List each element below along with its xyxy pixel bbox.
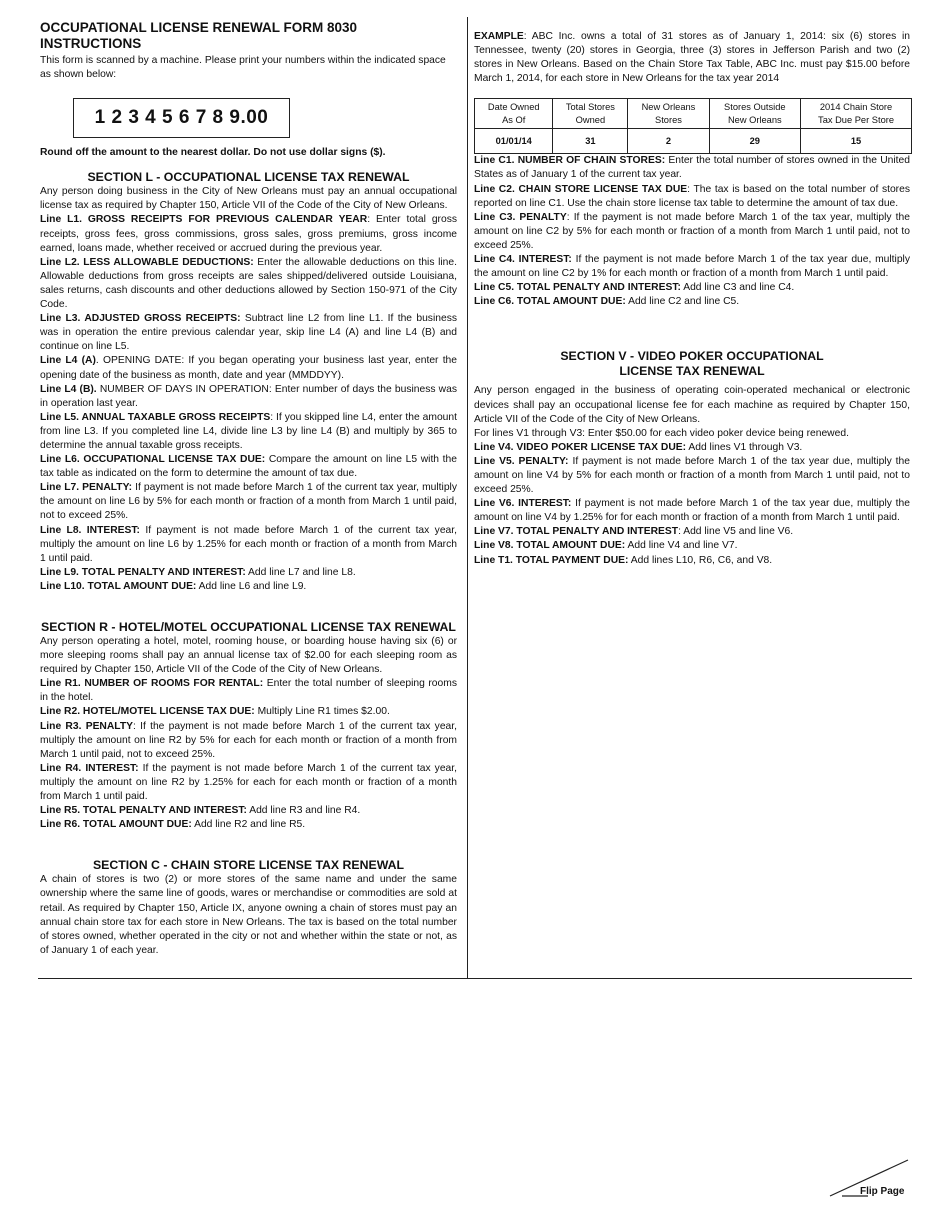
instruction-line — [40, 566, 457, 580]
instruction-line — [474, 525, 910, 539]
instruction-line — [474, 183, 910, 211]
table-cell: 31 — [553, 129, 628, 154]
instruction-line-label: Line L4 (A) — [40, 355, 96, 367]
instruction-line — [474, 281, 910, 295]
instruction-line — [474, 211, 910, 253]
instruction-line-text: Add line C3 and line C4. — [680, 282, 795, 294]
instruction-line-label: Line V7. TOTAL PENALTY AND INTEREST — [474, 526, 679, 538]
instruction-line-label: Line L10. TOTAL AMOUNT DUE: — [40, 580, 197, 592]
instruction-line-label: Line L8. INTEREST: — [40, 524, 140, 536]
instruction-line-text: : If the payment is not made before March 1 of the current tax year, multiply the amount on line R2 by 5% for each for each month or fraction of a month from March 1 until paid, not to exceed 25%. — [40, 720, 457, 760]
instruction-line-label: Line C1. NUMBER OF CHAIN STORES: — [474, 155, 666, 167]
table-cell: 01/01/14 — [475, 129, 553, 154]
instruction-line — [40, 383, 457, 411]
instruction-line-label: Line C2. CHAIN STORE LICENSE TAX DUE — [474, 183, 688, 195]
table-header: New Orleans Stores — [628, 99, 709, 129]
instruction-line — [40, 481, 457, 523]
instruction-line-text: If the payment is not made before March 1 of the tax year due, multiply the amount on line C2 by 1% for each month or fraction of a month from March 1 until paid. — [474, 254, 910, 280]
chain-store-example-table — [474, 98, 912, 154]
instruction-line-text: Add lines V1 through V3. — [686, 441, 803, 453]
instruction-line-text: Multiply Line R1 times $2.00. — [254, 706, 390, 718]
instruction-line-label: Line C6. TOTAL AMOUNT DUE: — [474, 296, 626, 308]
table-cell: 15 — [801, 129, 912, 154]
instruction-line-text: Enter the allowable deductions on this line. Allowable deductions from gross receipts are sales shipped/delivered outside Louisiana, sales returns, cash discounts and other deductions allowed by Section 150-971 of the City Code. — [40, 256, 457, 311]
instruction-line-text: . OPENING DATE: If you began operating your business last year, enter the opening date of the business as month, date and year (MMDDYY). — [40, 355, 458, 381]
instruction-line-text: : If the payment is not made before March 1 of the tax year, multiply the amount on line C2 by 5% for each month or fraction of a month from March 1 until paid, not to exceed 25%. — [474, 211, 911, 251]
example-label: EXAMPLE — [474, 31, 524, 42]
instruction-line-label: Line T1. TOTAL PAYMENT DUE: — [474, 554, 629, 566]
table-row — [475, 129, 912, 154]
instruction-line — [40, 705, 457, 719]
table-cell: 29 — [709, 129, 801, 154]
instruction-line-label: Line R4. INTEREST: — [40, 762, 139, 774]
instruction-line-label: Line L9. TOTAL PENALTY AND INTEREST: — [40, 566, 246, 578]
instruction-line-label: Line R5. TOTAL PENALTY AND INTEREST: — [40, 805, 247, 817]
instruction-line-label: Line L5. ANNUAL TAXABLE GROSS RECEIPTS — [40, 411, 271, 423]
instruction-line-label: Line C3. PENALTY — [474, 211, 567, 223]
instruction-line — [40, 762, 457, 804]
instruction-line-label: Line L2. LESS ALLOWABLE DEDUCTIONS: — [40, 256, 254, 268]
instruction-line — [474, 253, 910, 281]
instruction-line — [40, 354, 457, 382]
table-cell: 2 — [628, 129, 709, 154]
instruction-line-text: Add line C2 and line C5. — [625, 296, 740, 308]
instruction-line — [40, 720, 457, 762]
instruction-line-label: Line V6. INTEREST: — [474, 498, 572, 510]
section-c-heading: SECTION C - CHAIN STORE LICENSE TAX RENEWAL — [92, 858, 405, 873]
instruction-line-text: Enter the total number of stores owned in the United States as of January 1 of the current tax year. — [474, 155, 910, 181]
instruction-line-label: Line V4. VIDEO POKER LICENSE TAX DUE: — [474, 441, 687, 453]
table-header: Total Stores Owned — [553, 99, 628, 129]
instruction-line-label: Line L1. GROSS RECEIPTS FOR PREVIOUS CALENDAR YEAR — [40, 214, 368, 226]
instruction-line-text: Enter the total number of sleeping rooms in the hotel. — [40, 678, 457, 704]
instruction-line-text: : Enter total gross receipts, gross fees, gross commissions, gross sales, gross premiums, gross income earned, loans made, whether received or accrued during the previous year. — [40, 214, 458, 254]
section-v-intro: Any person engaged in the business of operating coin-operated mechanical or electronic devices shall pay an occupational license fee for each machine as required by Chapter 150, Article VII of the Code of the City of New Orleans. — [474, 385, 910, 425]
instruction-line-label: Line L7. PENALTY: — [40, 482, 133, 494]
instruction-line-label: Line C5. TOTAL PENALTY AND INTEREST: — [474, 282, 681, 294]
instruction-line-text: Add lines L10, R6, C6, and V8. — [628, 554, 773, 566]
instruction-line-label: Line L3. ADJUSTED GROSS RECEIPTS: — [40, 313, 241, 325]
instruction-line-label: Line R6. TOTAL AMOUNT DUE: — [40, 819, 192, 831]
instruction-line — [40, 213, 457, 255]
instruction-line — [40, 818, 457, 832]
instruction-line-text: NUMBER OF DAYS IN OPERATION: Enter number of days the business was in operation last year. — [40, 383, 457, 409]
section-r-lines — [40, 677, 457, 832]
instruction-line-text: Add line L6 and line L9. — [196, 580, 307, 592]
instruction-line — [474, 554, 910, 568]
instruction-line-text: If the payment is not made before March 1 of the current tax year, multiply the amount on line R2 by 1.25% for each for each month or fraction of a month from March 1 until paid. — [40, 762, 457, 803]
instruction-line — [474, 441, 910, 455]
section-l-heading: SECTION L - OCCUPATIONAL LICENSE TAX RENEWAL — [87, 170, 410, 185]
instruction-line-text: If payment is not made before March 1 of the current tax year, multiply the amount on line L6 by 5% for each month or fraction of a month from March 1 until paid, not to exceed 25%. — [40, 482, 457, 522]
instruction-line-text: If payment is not made before March 1 of the tax year due, multiply the amount on line V4 by 5% for each month or fraction of a month from March 1 until paid, not to exceed 25%. — [474, 455, 910, 496]
page-title: OCCUPATIONAL LICENSE RENEWAL FORM 8030 INSTRUCTIONS — [40, 20, 358, 51]
flip-page-link[interactable]: Flip Page — [860, 1186, 905, 1197]
table-header: Date Owned As Of — [475, 99, 553, 129]
section-r-heading: SECTION R - HOTEL/MOTEL OCCUPATIONAL LICENSE TAX RENEWAL — [41, 620, 456, 634]
section-v-note: For lines V1 through V3: Enter $50.00 for each video poker device being renewed. — [474, 427, 849, 439]
instruction-line — [474, 154, 910, 182]
instruction-line-text: Add line R3 and line R4. — [246, 805, 361, 817]
instruction-line — [40, 256, 457, 312]
instruction-line-text: Add line R2 and line R5. — [191, 819, 306, 831]
instruction-line — [474, 497, 910, 525]
instruction-line-label: Line R2. HOTEL/MOTEL LICENSE TAX DUE: — [40, 706, 255, 718]
instruction-line — [40, 804, 457, 818]
instruction-line-label: Line V5. PENALTY: — [474, 455, 569, 467]
instruction-line-label: Line C4. INTEREST: — [474, 254, 572, 266]
instruction-line-text: Subtract line L2 from line L1. If the business was in operation the entire previous calendar year, skip line L4 (A) and line L4 (B) and continue on line L5. — [40, 313, 457, 353]
instruction-line — [474, 539, 910, 553]
instruction-line-label: Line R3. PENALTY — [40, 720, 133, 732]
section-c-lines — [474, 154, 910, 309]
table-header: 2014 Chain Store Tax Due Per Store — [801, 99, 912, 129]
example-text: : ABC Inc. owns a total of 31 stores as of January 1, 2014: six (6) stores in Tennessee, twenty (20) stores in Georgia, three (3) stores in Jefferson Parish and two (2) stores in New Orleans. Based on the Chain Store Tax Table, ABC Inc. must pay $15.00 before March 1, 2014, for each store in New Orleans for the tax year 2014 — [474, 31, 910, 85]
instruction-line-label: Line L6. OCCUPATIONAL LICENSE TAX DUE: — [40, 454, 266, 466]
intro-text: This form is scanned by a machine. Please print your numbers within the indicated space as shown below: — [40, 55, 446, 81]
instruction-line — [40, 524, 457, 566]
chain-store-example — [474, 30, 910, 86]
section-l-intro: Any person doing business in the City of New Orleans must pay an annual occupational license tax as required by Chapter 150, Article VII of the Code of the City of New Orleans. — [40, 186, 457, 212]
right-column — [474, 30, 910, 568]
instruction-line-text: If payment is not made before March 1 of the current tax year, multiply the amount on line L6 by 1.25% for each month or fraction of a month from March 1 until paid. — [40, 524, 457, 564]
table-header: Stores Outside New Orleans — [709, 99, 801, 129]
instruction-line-text: Compare the amount on line L5 with the tax table as indicated on the form to determine the amount of tax due. — [40, 454, 457, 480]
instruction-line — [40, 580, 457, 594]
instruction-line-text: Add line V4 and line V7. — [625, 540, 738, 552]
instruction-line-text: : The tax is based on the total number of stores reported on line C1. Use the chain store license tax table to determine the amount of tax due. — [474, 183, 910, 209]
instruction-line-text: If payment is not made before March 1 of the tax year due, multiply the amount on line V4 by 1.25% for for each month or fraction of a month from March 1 until paid. — [474, 498, 910, 524]
bottom-rule — [38, 978, 912, 979]
instruction-line-text: : If you skipped line L4, enter the amount from line L3. If you completed line L4, divide line L3 by line L4 (B) and multiply by 365 to determine the annual taxable gross receipts. — [40, 411, 457, 451]
section-r-intro: Any person operating a hotel, motel, rooming house, or boarding house having six (6) or more sleeping rooms shall pay an annual license tax of $2.00 for each sleeping room as required by Chapter 150, Article VII of the Code of the City of New Orleans. — [40, 636, 457, 676]
instruction-line — [474, 295, 910, 309]
sample-number-box: 1 2 3 4 5 6 7 8 9.00 — [73, 98, 290, 138]
instruction-line — [40, 453, 457, 481]
left-column — [40, 20, 457, 958]
instruction-line-text: : Add line V5 and line V6. — [678, 526, 794, 538]
instruction-line-label: Line R1. NUMBER OF ROOMS FOR RENTAL: — [40, 678, 264, 690]
section-c-intro: A chain of stores is two (2) or more stores of the same name and under the same ownership where the same line of goods, wares or merchandise or commodities are sold at retail. As required by Chapter 150, Article IX, anyone owning a chain of stores must pay an annual chain store tax for each store in New Orleans. The tax is based on the total number of stores owned, whether operated in the city or not and whether within the state or not, as of January 1 of each year. — [40, 874, 457, 956]
section-v-heading: SECTION V - VIDEO POKER OCCUPATIONAL LICENSE TAX RENEWAL — [560, 349, 824, 379]
instruction-line-text: Add line L7 and line L8. — [245, 566, 356, 578]
instruction-line — [40, 411, 457, 453]
section-l-lines — [40, 213, 457, 594]
instruction-line-label: Line L4 (B). — [40, 383, 97, 395]
instruction-line — [40, 677, 457, 705]
round-off-note: Round off the amount to the nearest dollar. Do not use dollar signs ($). — [40, 147, 386, 159]
instruction-line — [474, 455, 910, 497]
section-v-lines — [474, 441, 910, 568]
instruction-line — [40, 312, 457, 354]
column-divider — [467, 17, 468, 979]
instruction-line-label: Line V8. TOTAL AMOUNT DUE: — [474, 540, 626, 552]
